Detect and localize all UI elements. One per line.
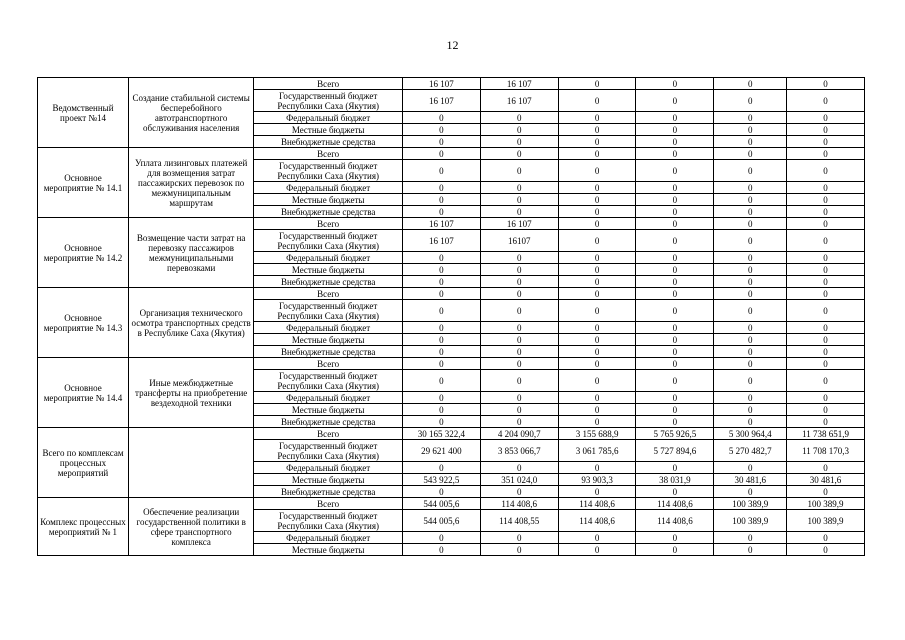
value-cell: 0 bbox=[636, 322, 714, 334]
value-cell: 0 bbox=[636, 160, 714, 182]
value-cell: 16 107 bbox=[480, 90, 558, 112]
value-cell: 100 389,9 bbox=[714, 510, 787, 532]
value-cell: 93 903,3 bbox=[558, 474, 636, 486]
value-cell: 0 bbox=[787, 136, 865, 148]
value-cell: 0 bbox=[714, 264, 787, 276]
value-cell: 0 bbox=[558, 370, 636, 392]
value-cell: 0 bbox=[480, 194, 558, 206]
value-cell: 4 204 090,7 bbox=[480, 428, 558, 440]
funding-source-cell: Федеральный бюджет bbox=[254, 532, 403, 544]
value-cell: 0 bbox=[480, 288, 558, 300]
value-cell: 0 bbox=[402, 182, 480, 194]
value-cell: 0 bbox=[480, 462, 558, 474]
funding-source-cell: Государственный бюджет Республики Саха (Якутия) bbox=[254, 230, 403, 252]
value-cell: 0 bbox=[714, 206, 787, 218]
value-cell: 0 bbox=[787, 544, 865, 556]
funding-source-cell: Федеральный бюджет bbox=[254, 392, 403, 404]
value-cell: 29 621 400 bbox=[402, 440, 480, 462]
value-cell: 0 bbox=[480, 252, 558, 264]
value-cell: 5 270 482,7 bbox=[714, 440, 787, 462]
value-cell: 0 bbox=[787, 370, 865, 392]
value-cell: 0 bbox=[636, 462, 714, 474]
value-cell: 0 bbox=[636, 230, 714, 252]
value-cell: 0 bbox=[714, 322, 787, 334]
value-cell: 543 922,5 bbox=[402, 474, 480, 486]
funding-source-cell: Государственный бюджет Республики Саха (Якутия) bbox=[254, 160, 403, 182]
value-cell: 0 bbox=[714, 300, 787, 322]
value-cell: 0 bbox=[402, 148, 480, 160]
table-row bbox=[38, 428, 865, 440]
value-cell: 0 bbox=[402, 404, 480, 416]
value-cell: 0 bbox=[558, 358, 636, 370]
funding-source-cell: Всего bbox=[254, 148, 403, 160]
value-cell: 0 bbox=[636, 544, 714, 556]
value-cell: 0 bbox=[558, 148, 636, 160]
value-cell: 0 bbox=[636, 392, 714, 404]
group-description-cell bbox=[128, 428, 253, 498]
value-cell: 0 bbox=[558, 124, 636, 136]
value-cell: 0 bbox=[558, 486, 636, 498]
value-cell: 0 bbox=[402, 486, 480, 498]
group-name-cell: Основное мероприятие № 14.2 bbox=[38, 218, 129, 288]
value-cell: 0 bbox=[480, 112, 558, 124]
value-cell: 0 bbox=[558, 544, 636, 556]
value-cell: 0 bbox=[558, 276, 636, 288]
value-cell: 0 bbox=[402, 276, 480, 288]
value-cell: 0 bbox=[636, 206, 714, 218]
value-cell: 0 bbox=[480, 276, 558, 288]
value-cell: 0 bbox=[558, 194, 636, 206]
value-cell: 0 bbox=[636, 136, 714, 148]
value-cell: 0 bbox=[787, 230, 865, 252]
value-cell: 0 bbox=[636, 90, 714, 112]
value-cell: 0 bbox=[787, 206, 865, 218]
value-cell: 0 bbox=[636, 486, 714, 498]
value-cell: 114 408,6 bbox=[636, 510, 714, 532]
value-cell: 0 bbox=[714, 160, 787, 182]
value-cell: 0 bbox=[558, 218, 636, 230]
value-cell: 0 bbox=[636, 194, 714, 206]
funding-source-cell: Федеральный бюджет bbox=[254, 462, 403, 474]
value-cell: 0 bbox=[402, 322, 480, 334]
value-cell: 0 bbox=[636, 148, 714, 160]
value-cell: 0 bbox=[787, 358, 865, 370]
value-cell: 0 bbox=[714, 404, 787, 416]
value-cell: 0 bbox=[714, 346, 787, 358]
value-cell: 0 bbox=[636, 218, 714, 230]
group-description-cell: Возмещение части затрат на перевозку пассажиров межмуниципальными перевозками bbox=[128, 218, 253, 288]
value-cell: 0 bbox=[787, 112, 865, 124]
value-cell: 0 bbox=[402, 288, 480, 300]
value-cell: 16 107 bbox=[402, 230, 480, 252]
table-row bbox=[38, 358, 865, 370]
value-cell: 0 bbox=[558, 462, 636, 474]
value-cell: 0 bbox=[480, 160, 558, 182]
funding-source-cell: Федеральный бюджет bbox=[254, 252, 403, 264]
value-cell: 0 bbox=[787, 160, 865, 182]
value-cell: 0 bbox=[787, 148, 865, 160]
value-cell: 0 bbox=[558, 206, 636, 218]
value-cell: 0 bbox=[714, 334, 787, 346]
value-cell: 0 bbox=[787, 346, 865, 358]
value-cell: 114 408,55 bbox=[480, 510, 558, 532]
group-description-cell: Организация технического осмотра транспортных средств в Республике Саха (Якутия) bbox=[128, 288, 253, 358]
value-cell: 11 708 170,3 bbox=[787, 440, 865, 462]
value-cell: 0 bbox=[636, 112, 714, 124]
value-cell: 0 bbox=[558, 404, 636, 416]
value-cell: 0 bbox=[787, 322, 865, 334]
value-cell: 0 bbox=[714, 370, 787, 392]
value-cell: 0 bbox=[480, 370, 558, 392]
funding-source-cell: Внебюджетные средства bbox=[254, 346, 403, 358]
value-cell: 0 bbox=[480, 358, 558, 370]
value-cell: 0 bbox=[402, 136, 480, 148]
value-cell: 0 bbox=[402, 334, 480, 346]
value-cell: 16 107 bbox=[480, 78, 558, 90]
value-cell: 0 bbox=[714, 194, 787, 206]
value-cell: 0 bbox=[636, 300, 714, 322]
group-description-cell: Обеспечение реализации государственной политики в сфере транспортного комплекса bbox=[128, 498, 253, 556]
value-cell: 0 bbox=[480, 322, 558, 334]
funding-source-cell: Государственный бюджет Республики Саха (Якутия) bbox=[254, 440, 403, 462]
value-cell: 0 bbox=[402, 124, 480, 136]
value-cell: 0 bbox=[480, 416, 558, 428]
funding-source-cell: Местные бюджеты bbox=[254, 474, 403, 486]
value-cell: 0 bbox=[714, 90, 787, 112]
value-cell: 0 bbox=[714, 416, 787, 428]
value-cell: 0 bbox=[714, 288, 787, 300]
funding-source-cell: Государственный бюджет Республики Саха (Якутия) bbox=[254, 370, 403, 392]
funding-source-cell: Федеральный бюджет bbox=[254, 112, 403, 124]
value-cell: 100 389,9 bbox=[714, 498, 787, 510]
value-cell: 0 bbox=[787, 404, 865, 416]
value-cell: 0 bbox=[714, 148, 787, 160]
funding-source-cell: Внебюджетные средства bbox=[254, 486, 403, 498]
value-cell: 0 bbox=[714, 218, 787, 230]
value-cell: 0 bbox=[636, 124, 714, 136]
value-cell: 0 bbox=[787, 252, 865, 264]
value-cell: 11 738 651,9 bbox=[787, 428, 865, 440]
value-cell: 0 bbox=[402, 194, 480, 206]
value-cell: 0 bbox=[787, 78, 865, 90]
value-cell: 0 bbox=[714, 532, 787, 544]
value-cell: 0 bbox=[480, 182, 558, 194]
value-cell: 0 bbox=[558, 532, 636, 544]
value-cell: 114 408,6 bbox=[480, 498, 558, 510]
value-cell: 0 bbox=[714, 252, 787, 264]
group-description-cell: Создание стабильной системы бесперебойного автотранспортного обслуживания населения bbox=[128, 78, 253, 148]
value-cell: 0 bbox=[558, 264, 636, 276]
value-cell: 30 481,6 bbox=[787, 474, 865, 486]
value-cell: 0 bbox=[480, 532, 558, 544]
value-cell: 0 bbox=[787, 264, 865, 276]
value-cell: 30 165 322,4 bbox=[402, 428, 480, 440]
value-cell: 16107 bbox=[480, 230, 558, 252]
value-cell: 0 bbox=[636, 276, 714, 288]
value-cell: 0 bbox=[787, 416, 865, 428]
table-row bbox=[38, 288, 865, 300]
value-cell: 0 bbox=[558, 136, 636, 148]
funding-source-cell: Местные бюджеты bbox=[254, 544, 403, 556]
value-cell: 0 bbox=[558, 112, 636, 124]
value-cell: 544 005,6 bbox=[402, 498, 480, 510]
value-cell: 114 408,6 bbox=[636, 498, 714, 510]
value-cell: 0 bbox=[787, 334, 865, 346]
value-cell: 0 bbox=[558, 416, 636, 428]
funding-source-cell: Всего bbox=[254, 428, 403, 440]
value-cell: 351 024,0 bbox=[480, 474, 558, 486]
group-description-cell: Иные межбюджетные трансферты на приобретение вездеходной техники bbox=[128, 358, 253, 428]
value-cell: 0 bbox=[636, 78, 714, 90]
value-cell: 0 bbox=[480, 124, 558, 136]
value-cell: 0 bbox=[636, 264, 714, 276]
budget-table-body bbox=[38, 78, 865, 556]
value-cell: 0 bbox=[787, 182, 865, 194]
value-cell: 0 bbox=[714, 182, 787, 194]
group-name-cell: Основное мероприятие № 14.1 bbox=[38, 148, 129, 218]
value-cell: 0 bbox=[480, 544, 558, 556]
value-cell: 0 bbox=[636, 346, 714, 358]
value-cell: 3 061 785,6 bbox=[558, 440, 636, 462]
value-cell: 0 bbox=[402, 252, 480, 264]
funding-source-cell: Государственный бюджет Республики Саха (Якутия) bbox=[254, 90, 403, 112]
value-cell: 0 bbox=[787, 90, 865, 112]
value-cell: 0 bbox=[787, 124, 865, 136]
value-cell: 0 bbox=[558, 322, 636, 334]
value-cell: 0 bbox=[480, 404, 558, 416]
funding-source-cell: Внебюджетные средства bbox=[254, 206, 403, 218]
table-row bbox=[38, 218, 865, 230]
funding-source-cell: Внебюджетные средства bbox=[254, 276, 403, 288]
funding-source-cell: Всего bbox=[254, 288, 403, 300]
value-cell: 100 389,9 bbox=[787, 510, 865, 532]
value-cell: 0 bbox=[636, 358, 714, 370]
value-cell: 0 bbox=[787, 532, 865, 544]
value-cell: 0 bbox=[714, 78, 787, 90]
funding-source-cell: Федеральный бюджет bbox=[254, 322, 403, 334]
value-cell: 0 bbox=[787, 276, 865, 288]
value-cell: 0 bbox=[558, 182, 636, 194]
value-cell: 16 107 bbox=[402, 90, 480, 112]
group-name-cell: Всего по комплексам процессных мероприятий bbox=[38, 428, 129, 498]
value-cell: 0 bbox=[558, 300, 636, 322]
funding-source-cell: Всего bbox=[254, 358, 403, 370]
value-cell: 0 bbox=[402, 462, 480, 474]
value-cell: 100 389,9 bbox=[787, 498, 865, 510]
value-cell: 5 765 926,5 bbox=[636, 428, 714, 440]
value-cell: 0 bbox=[558, 252, 636, 264]
value-cell: 0 bbox=[636, 416, 714, 428]
value-cell: 38 031,9 bbox=[636, 474, 714, 486]
value-cell: 0 bbox=[402, 370, 480, 392]
funding-source-cell: Всего bbox=[254, 218, 403, 230]
value-cell: 0 bbox=[787, 392, 865, 404]
table-row bbox=[38, 78, 865, 90]
value-cell: 0 bbox=[480, 264, 558, 276]
value-cell: 114 408,6 bbox=[558, 498, 636, 510]
table-row bbox=[38, 498, 865, 510]
value-cell: 0 bbox=[402, 392, 480, 404]
value-cell: 0 bbox=[480, 300, 558, 322]
value-cell: 0 bbox=[402, 264, 480, 276]
value-cell: 0 bbox=[558, 78, 636, 90]
value-cell: 0 bbox=[480, 136, 558, 148]
group-name-cell: Основное мероприятие № 14.3 bbox=[38, 288, 129, 358]
funding-source-cell: Государственный бюджет Республики Саха (Якутия) bbox=[254, 510, 403, 532]
group-name-cell: Основное мероприятие № 14.4 bbox=[38, 358, 129, 428]
funding-source-cell: Всего bbox=[254, 78, 403, 90]
value-cell: 16 107 bbox=[402, 218, 480, 230]
value-cell: 0 bbox=[714, 136, 787, 148]
value-cell: 0 bbox=[402, 532, 480, 544]
value-cell: 0 bbox=[636, 532, 714, 544]
value-cell: 0 bbox=[480, 148, 558, 160]
table-row bbox=[38, 148, 865, 160]
funding-source-cell: Местные бюджеты bbox=[254, 264, 403, 276]
group-name-cell: Ведомственный проект №14 bbox=[38, 78, 129, 148]
value-cell: 0 bbox=[402, 358, 480, 370]
value-cell: 30 481,6 bbox=[714, 474, 787, 486]
value-cell: 0 bbox=[636, 370, 714, 392]
value-cell: 0 bbox=[558, 334, 636, 346]
budget-table bbox=[37, 77, 865, 556]
funding-source-cell: Местные бюджеты bbox=[254, 194, 403, 206]
value-cell: 0 bbox=[787, 486, 865, 498]
funding-source-cell: Всего bbox=[254, 498, 403, 510]
value-cell: 0 bbox=[787, 462, 865, 474]
funding-source-cell: Местные бюджеты bbox=[254, 404, 403, 416]
funding-source-cell: Внебюджетные средства bbox=[254, 416, 403, 428]
value-cell: 0 bbox=[714, 462, 787, 474]
value-cell: 0 bbox=[402, 206, 480, 218]
value-cell: 0 bbox=[558, 392, 636, 404]
value-cell: 0 bbox=[402, 160, 480, 182]
group-name-cell: Комплекс процессных мероприятий № 1 bbox=[38, 498, 129, 556]
value-cell: 0 bbox=[558, 288, 636, 300]
value-cell: 0 bbox=[636, 182, 714, 194]
value-cell: 0 bbox=[402, 416, 480, 428]
value-cell: 0 bbox=[714, 112, 787, 124]
value-cell: 3 155 688,9 bbox=[558, 428, 636, 440]
value-cell: 0 bbox=[402, 346, 480, 358]
value-cell: 544 005,6 bbox=[402, 510, 480, 532]
value-cell: 5 727 894,6 bbox=[636, 440, 714, 462]
value-cell: 5 300 964,4 bbox=[714, 428, 787, 440]
value-cell: 114 408,6 bbox=[558, 510, 636, 532]
value-cell: 0 bbox=[558, 160, 636, 182]
funding-source-cell: Государственный бюджет Республики Саха (Якутия) bbox=[254, 300, 403, 322]
value-cell: 0 bbox=[402, 300, 480, 322]
value-cell: 16 107 bbox=[480, 218, 558, 230]
value-cell: 0 bbox=[480, 346, 558, 358]
value-cell: 0 bbox=[714, 230, 787, 252]
value-cell: 0 bbox=[714, 392, 787, 404]
value-cell: 0 bbox=[402, 112, 480, 124]
value-cell: 0 bbox=[787, 194, 865, 206]
value-cell: 0 bbox=[714, 124, 787, 136]
value-cell: 0 bbox=[636, 404, 714, 416]
value-cell: 0 bbox=[402, 544, 480, 556]
value-cell: 16 107 bbox=[402, 78, 480, 90]
value-cell: 0 bbox=[714, 276, 787, 288]
group-description-cell: Уплата лизинговых платежей для возмещения затрат пассажирских перевозок по межмуниципальным маршрутам bbox=[128, 148, 253, 218]
value-cell: 0 bbox=[636, 288, 714, 300]
value-cell: 0 bbox=[480, 206, 558, 218]
value-cell: 0 bbox=[714, 358, 787, 370]
value-cell: 0 bbox=[787, 300, 865, 322]
value-cell: 3 853 066,7 bbox=[480, 440, 558, 462]
value-cell: 0 bbox=[636, 252, 714, 264]
value-cell: 0 bbox=[558, 230, 636, 252]
funding-source-cell: Внебюджетные средства bbox=[254, 136, 403, 148]
funding-source-cell: Местные бюджеты bbox=[254, 334, 403, 346]
funding-source-cell: Местные бюджеты bbox=[254, 124, 403, 136]
value-cell: 0 bbox=[558, 346, 636, 358]
value-cell: 0 bbox=[480, 334, 558, 346]
value-cell: 0 bbox=[480, 392, 558, 404]
value-cell: 0 bbox=[787, 288, 865, 300]
value-cell: 0 bbox=[480, 486, 558, 498]
value-cell: 0 bbox=[636, 334, 714, 346]
value-cell: 0 bbox=[787, 218, 865, 230]
value-cell: 0 bbox=[558, 90, 636, 112]
funding-source-cell: Федеральный бюджет bbox=[254, 182, 403, 194]
page-number: 12 bbox=[446, 38, 459, 52]
value-cell: 0 bbox=[714, 486, 787, 498]
value-cell: 0 bbox=[714, 544, 787, 556]
